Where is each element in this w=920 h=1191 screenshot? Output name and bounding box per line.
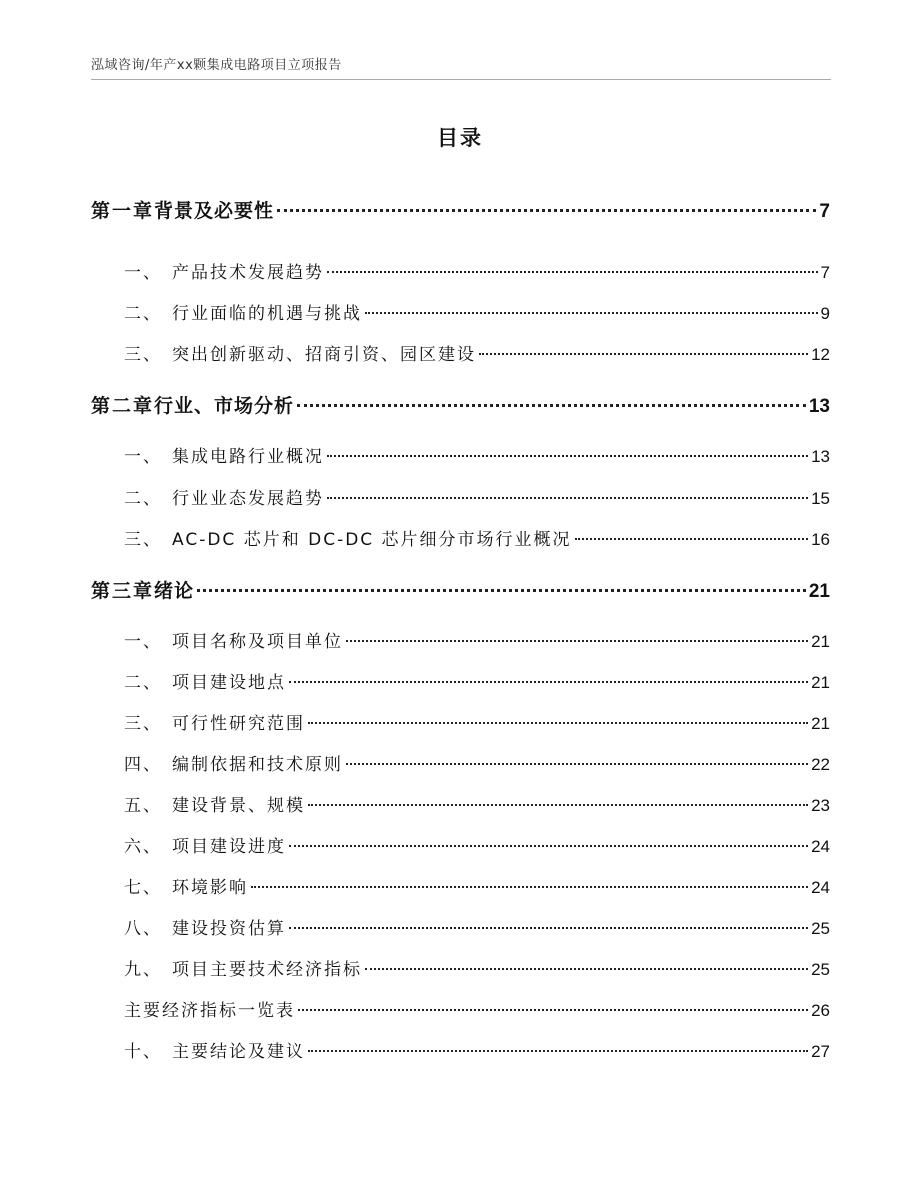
toc-page-number: 25 — [811, 960, 830, 979]
toc-entry-number: 二、 — [124, 489, 162, 509]
toc-page-number: 21 — [811, 714, 830, 733]
dot-leader — [365, 968, 808, 970]
toc-entry-number: 一、 — [124, 632, 162, 652]
dot-leader — [308, 1050, 808, 1052]
toc-entry-label: 行业面临的机遇与挑战 — [172, 304, 362, 324]
dot-leader — [277, 209, 816, 212]
toc-entry-number: 八、 — [124, 919, 162, 939]
dot-leader — [346, 640, 808, 642]
toc-title: 目录 — [437, 126, 483, 150]
toc-page-number: 21 — [808, 581, 830, 602]
dot-leader — [289, 927, 808, 929]
toc-entry-label: 编制依据和技术原则 — [172, 755, 343, 775]
dot-leader — [327, 455, 808, 457]
toc-entry-number: 一、 — [124, 263, 162, 283]
dot-leader — [575, 538, 809, 540]
toc-page-number: 13 — [811, 447, 830, 466]
toc-section-entry[interactable] — [124, 525, 830, 550]
toc-entry-number: 第三章 — [91, 580, 155, 602]
toc-section-entry[interactable] — [124, 750, 830, 775]
toc-section-entry[interactable] — [124, 299, 830, 324]
toc-entry-number: 二、 — [124, 673, 162, 693]
toc-entry-label: 背景及必要性 — [154, 200, 275, 222]
dot-leader — [308, 722, 808, 724]
toc-entry-label: AC-DC 芯片和 DC-DC 芯片细分市场行业概况 — [172, 530, 572, 550]
toc-entry-number: 一、 — [124, 447, 162, 467]
dot-leader — [298, 1009, 808, 1011]
toc-section-entry[interactable] — [124, 791, 830, 816]
toc-section-entry[interactable] — [124, 832, 830, 857]
toc-chapter-entry[interactable] — [91, 391, 830, 418]
toc-entry-number: 三、 — [124, 530, 162, 550]
toc-entry-label: 项目建设地点 — [172, 673, 286, 693]
toc-entry-label: 主要经济指标一览表 — [124, 1001, 295, 1021]
toc-page-number: 25 — [811, 919, 830, 938]
toc-entry-label: 建设投资估算 — [172, 919, 286, 939]
toc-section-entry[interactable] — [124, 1037, 830, 1062]
toc-entry-number: 九、 — [124, 960, 162, 980]
dot-leader — [365, 312, 818, 314]
toc-section-entry[interactable] — [124, 668, 830, 693]
dot-leader — [197, 589, 806, 592]
toc-section-entry[interactable] — [124, 340, 830, 365]
dot-leader — [327, 271, 818, 273]
toc-section-entry[interactable] — [124, 258, 830, 283]
toc-page-number: 7 — [819, 201, 830, 222]
toc-entry-number: 第二章 — [91, 395, 155, 417]
toc-chapter-entry[interactable] — [91, 196, 830, 223]
dot-leader — [251, 886, 808, 888]
toc-entry-label: 环境影响 — [172, 878, 248, 898]
toc-entry-label: 产品技术发展趋势 — [172, 263, 324, 283]
toc-entry-number: 五、 — [124, 796, 162, 816]
toc-page-number: 13 — [808, 396, 830, 417]
toc-entry-number: 三、 — [124, 345, 162, 365]
toc-entry-number: 十、 — [124, 1042, 162, 1062]
toc-entry-number: 六、 — [124, 837, 162, 857]
toc-entry-label: 可行性研究范围 — [172, 714, 305, 734]
dot-leader — [289, 845, 808, 847]
toc-entry-label: 行业业态发展趋势 — [172, 489, 324, 509]
toc-entry-label: 绪论 — [154, 580, 195, 602]
toc-page-number: 23 — [811, 796, 830, 815]
toc-page-number: 12 — [811, 345, 830, 364]
toc-entry-label: 项目名称及项目单位 — [172, 632, 343, 652]
toc-page-number: 16 — [811, 530, 830, 549]
toc-entry-label: 行业、市场分析 — [154, 395, 295, 417]
toc-entry-label: 项目建设进度 — [172, 837, 286, 857]
toc-page-number: 27 — [811, 1042, 830, 1061]
toc-entry-number: 第一章 — [91, 200, 155, 222]
toc-page-number: 24 — [811, 878, 830, 897]
toc-page-number: 26 — [811, 1001, 830, 1020]
toc-page-number: 7 — [820, 263, 830, 282]
toc-entry-number: 二、 — [124, 304, 162, 324]
dot-leader — [327, 497, 808, 499]
dot-leader — [346, 763, 808, 765]
toc-entry-label: 项目主要技术经济指标 — [172, 960, 362, 980]
dot-leader — [308, 804, 808, 806]
dot-leader — [479, 353, 808, 355]
toc-page-number: 21 — [811, 673, 830, 692]
toc-chapter-entry[interactable] — [91, 576, 830, 603]
toc-section-entry[interactable] — [124, 914, 830, 939]
toc-section-entry[interactable] — [124, 484, 830, 509]
toc-section-entry[interactable] — [124, 996, 830, 1021]
toc-section-entry[interactable] — [124, 442, 830, 467]
toc-entry-label: 建设背景、规模 — [172, 796, 305, 816]
running-header: 泓域咨询/年产xx颗集成电路项目立项报告 — [91, 54, 831, 80]
toc-entry-number: 三、 — [124, 714, 162, 734]
toc-entry-label: 突出创新驱动、招商引资、园区建设 — [172, 345, 476, 365]
toc-entry-label: 主要结论及建议 — [172, 1042, 305, 1062]
toc-section-entry[interactable] — [124, 627, 830, 652]
toc-section-entry[interactable] — [124, 873, 830, 898]
dot-leader — [297, 404, 806, 407]
toc-entry-label: 集成电路行业概况 — [172, 447, 324, 467]
toc-page-number: 15 — [811, 489, 830, 508]
toc-section-entry[interactable] — [124, 709, 830, 734]
toc-entry-number: 四、 — [124, 755, 162, 775]
toc-page-number: 22 — [811, 755, 830, 774]
toc-section-entry[interactable] — [124, 955, 830, 980]
toc-page-number: 9 — [820, 304, 830, 323]
toc-page-number: 21 — [811, 632, 830, 651]
dot-leader — [289, 681, 808, 683]
toc-page-number: 24 — [811, 837, 830, 856]
toc-entry-number: 七、 — [124, 878, 162, 898]
